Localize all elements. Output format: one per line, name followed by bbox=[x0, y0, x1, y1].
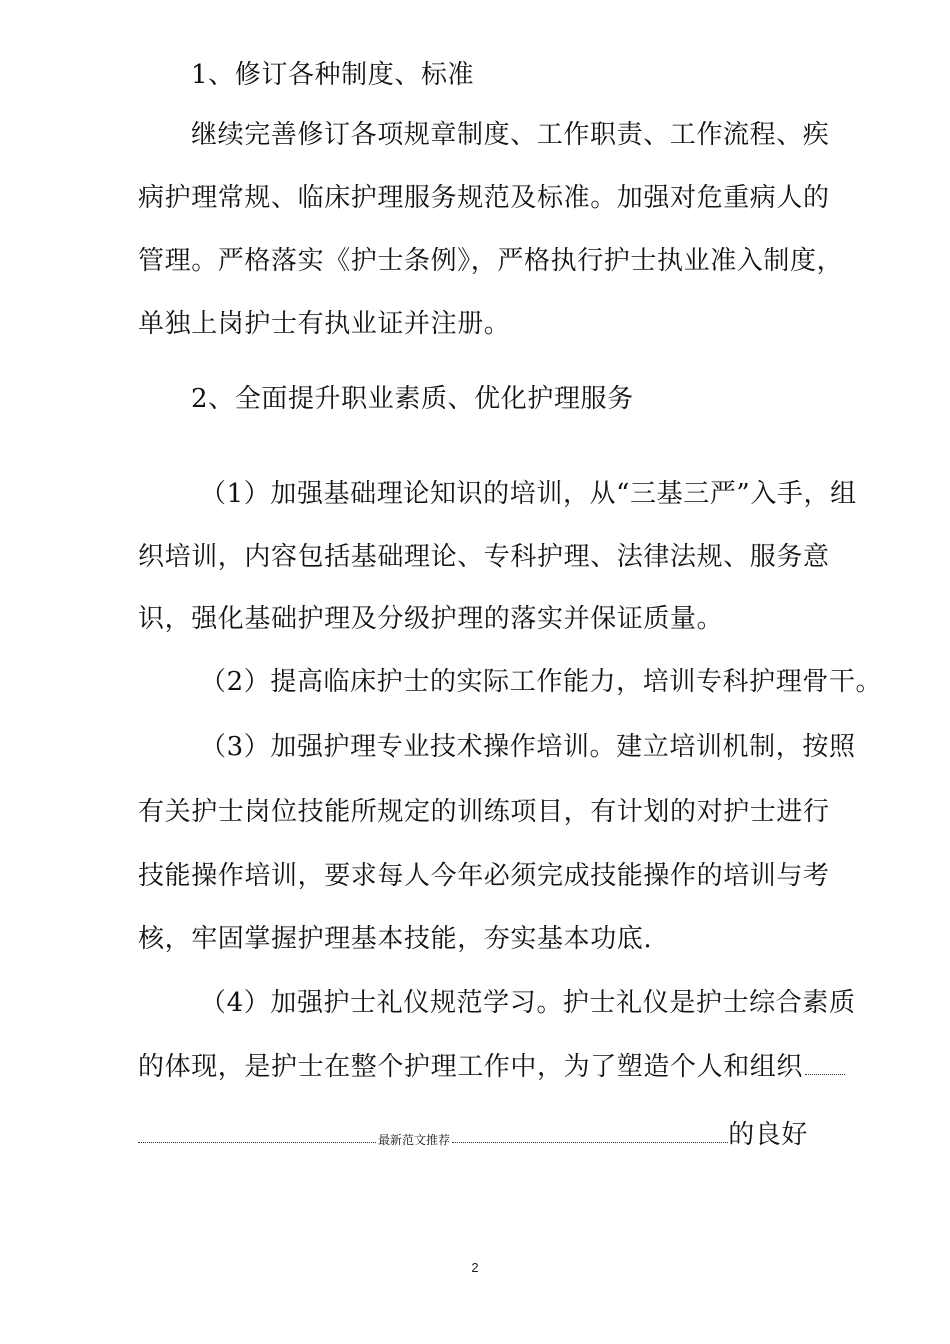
paragraph-line: 单独上岗护士有执业证并注册。 bbox=[138, 309, 511, 339]
section-2-heading: 2、全面提升职业素质、优化护理服务 bbox=[191, 384, 634, 414]
recommendation-footer bbox=[138, 1118, 808, 1152]
item-3-line: 核，牢固掌握护理基本技能，夯实基本功底. bbox=[138, 924, 653, 954]
dotted-leader-right bbox=[452, 1134, 728, 1143]
item-4-line-text: 的体现，是护士在整个护理工作中，为了塑造个人和组织 bbox=[138, 1052, 804, 1082]
item-2-line: （2）提高临床护士的实际工作能力，培训专科护理骨干。 bbox=[200, 667, 883, 697]
dotted-leader-left bbox=[138, 1134, 376, 1143]
paragraph-line: 管理。严格落实《护士条例》，严格执行护士执业准入制度， bbox=[138, 246, 844, 276]
item-4-line: （4）加强护士礼仪规范学习。护士礼仪是护士综合素质 bbox=[200, 988, 856, 1018]
item-3-line: 技能操作培训，要求每人今年必须完成技能操作的培训与考 bbox=[138, 861, 830, 891]
page-number: 2 bbox=[471, 1260, 479, 1275]
continuation-text: 的良好 bbox=[728, 1120, 808, 1150]
dotted-leader bbox=[805, 1068, 845, 1075]
item-4-line bbox=[138, 1050, 845, 1084]
item-3-line: （3）加强护理专业技术操作培训。建立培训机制，按照 bbox=[200, 732, 856, 762]
section-1-heading: 1、修订各种制度、标准 bbox=[191, 60, 475, 90]
item-1-line: （1）加强基础理论知识的培训，从“三基三严”入手，组 bbox=[200, 479, 857, 509]
paragraph-line: 继续完善修订各项规章制度、工作职责、工作流程、疾 bbox=[191, 120, 830, 150]
recommend-label: 最新范文推荐 bbox=[378, 1133, 451, 1147]
item-1-line: 织培训，内容包括基础理论、专科护理、法律法规、服务意 bbox=[138, 542, 830, 572]
item-1-line: 识，强化基础护理及分级护理的落实并保证质量。 bbox=[138, 604, 724, 634]
paragraph-line: 病护理常规、临床护理服务规范及标准。加强对危重病人的 bbox=[138, 183, 830, 213]
item-3-line: 有关护士岗位技能所规定的训练项目，有计划的对护士进行 bbox=[138, 797, 830, 827]
